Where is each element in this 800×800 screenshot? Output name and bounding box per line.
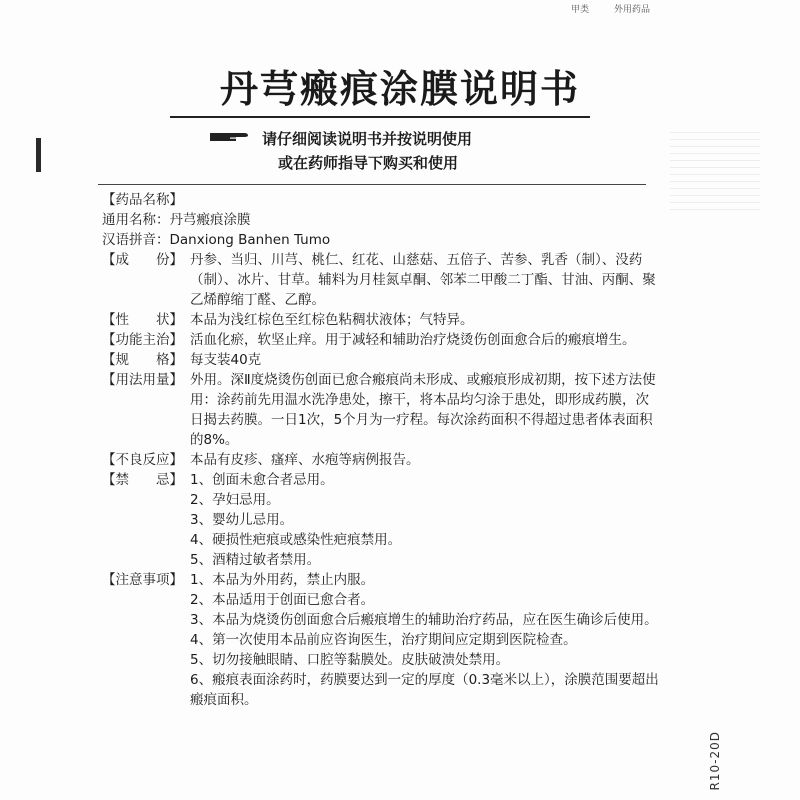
pinyin-name: 汉语拼音：Danxiong Banhen Tumo	[102, 232, 331, 248]
section-divider	[98, 184, 646, 185]
contraindications-section	[102, 470, 662, 570]
generic-name: 通用名称：丹芎瘢痕涂膜	[102, 212, 251, 228]
indications-text: 活血化瘀，软坚止痒。用于减轻和辅助治疗烧烫伤创面愈合后的瘢痕增生。	[190, 332, 636, 348]
leaflet-content	[102, 190, 662, 710]
adverse-label: 【不良反应】	[102, 452, 183, 468]
properties-label: 【性 状】	[102, 312, 183, 328]
ingredients-text: 丹参、当归、川芎、桃仁、红花、山慈菇、五倍子、苦参、乳香（制）、没药（制）、冰片、甘草。辅料为月桂氮卓酮、邻苯二甲酸二丁酯、甘油、丙酮、聚乙烯醇缩丁醛、乙醇。	[190, 252, 656, 308]
spec-label: 【规 格】	[102, 352, 183, 368]
contraindications-list	[190, 470, 662, 570]
drug-name-heading: 【药品名称】	[102, 192, 183, 208]
indications-section	[102, 330, 662, 350]
header-marks	[549, 2, 650, 15]
list-item: 2、孕妇忌用。	[190, 492, 280, 508]
cautions-section	[102, 570, 662, 710]
list-item: 1、本品为外用药，禁止内服。	[190, 572, 375, 588]
list-item: 3、婴幼儿忌用。	[190, 512, 294, 528]
list-item: 5、切勿接触眼睛、口腔等黏膜处。皮肤破溃处禁用。	[190, 652, 510, 668]
list-item: 2、本品适用于创面已愈合者。	[190, 592, 375, 608]
list-item: 6、瘢痕表面涂药时，药膜要达到一定的厚度（0.3毫米以上），涂膜范围要超出瘢痕面积。	[190, 672, 659, 708]
adverse-section	[102, 450, 662, 470]
ingredients-label: 【成 份】	[102, 252, 183, 268]
list-item: 3、本品为烧烫伤创面愈合后瘢痕增生的辅助治疗药品，应在医生确诊后使用。	[190, 612, 658, 628]
cautions-list	[190, 570, 662, 710]
indications-label: 【功能主治】	[102, 332, 183, 348]
title-underline	[170, 116, 590, 118]
faint-background-text	[670, 130, 760, 210]
list-item: 5、酒精过敏者禁用。	[190, 552, 321, 568]
list-item: 1、创面未愈合者忌用。	[190, 472, 334, 488]
list-item: 4、第一次使用本品前应咨询医生，治疗期间应定期到医院检查。	[190, 632, 577, 648]
usage-label: 【用法用量】	[102, 372, 183, 388]
page-title: 丹芎瘢痕涂膜说明书	[219, 67, 580, 111]
adverse-text: 本品有皮疹、瘙痒、水疱等病例报告。	[190, 452, 420, 468]
ingredients-section	[102, 250, 662, 310]
notice-line-1: 请仔细阅读说明书并按说明使用	[262, 130, 473, 148]
print-code: R10-20D	[708, 730, 722, 790]
contraindications-label: 【禁 忌】	[102, 472, 183, 488]
list-item: 4、硬损性疤痕或感染性疤痕禁用。	[190, 532, 402, 548]
properties-text: 本品为浅红棕色至红棕色粘稠状液体；气特异。	[190, 312, 474, 328]
spec-text: 每支装40克	[190, 352, 262, 368]
pointing-hand-icon	[210, 130, 250, 144]
cautions-label: 【注意事项】	[102, 572, 183, 588]
header-mark-type: 外用药品	[613, 5, 650, 15]
properties-section	[102, 310, 662, 330]
header-mark-category: 甲类	[571, 5, 590, 15]
usage-section	[102, 370, 662, 450]
spec-section	[102, 350, 662, 370]
usage-text: 外用。深Ⅱ度烧烫伤创面已愈合瘢痕尚未形成、或瘢痕形成初期，按下述方法使用：涂药前先用温水洗净患处，擦干，将本品均匀涂于患处，即形成药膜，次日揭去药膜。一日1次，5个月为一疗程。每次涂药面积不得超过患者体表面积的8%。	[190, 372, 656, 448]
edge-mark	[36, 138, 41, 172]
notice-line-2: 或在药师指导下购买和使用	[278, 154, 459, 172]
